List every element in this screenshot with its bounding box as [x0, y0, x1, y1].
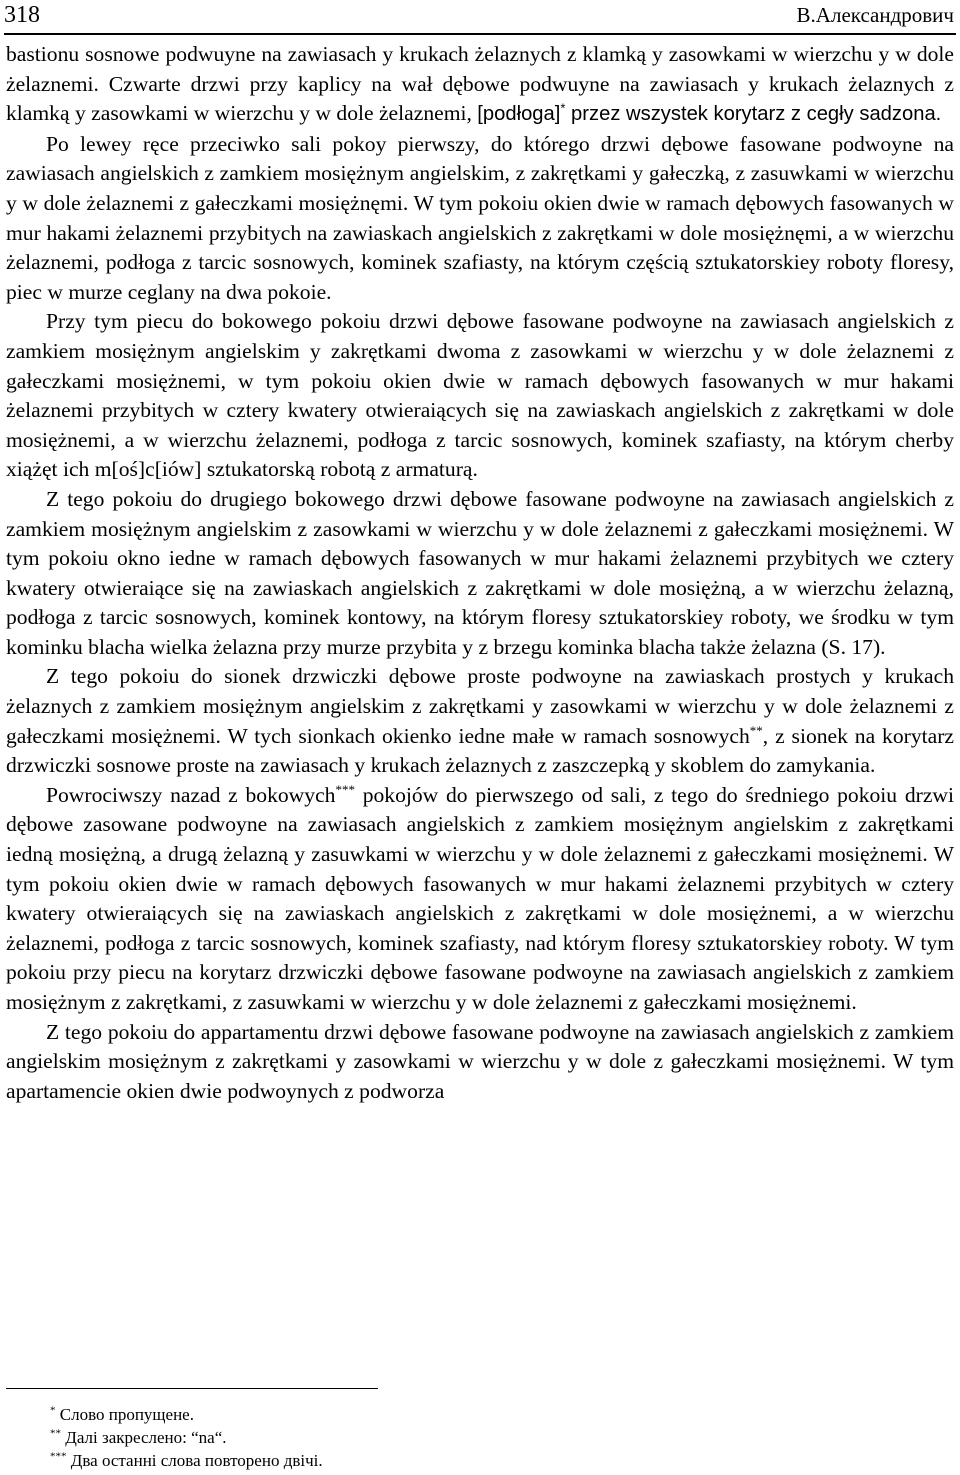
- page-number: 318: [4, 2, 40, 28]
- paragraph-1: [6, 40, 954, 130]
- header-divider: [4, 33, 956, 35]
- paragraph-7: Z tego pokoiu do appartamentu drzwi dębowe fasowane podwoyne na zawiasach angielskich z zamkiem angielskim mosiężnym z zakrętkami y zasowkami w wierzchu y w dole z gałeczkami mosiężnemi. W tym apartamencie okien dwie podwoynych z podworza: [6, 1019, 954, 1103]
- footnote-mark: *: [50, 1404, 56, 1417]
- paragraph-4: Z tego pokoiu do drugiego bokowego drzwi dębowe fasowane podwoyne na zawiasach angielskich z zamkiem mosiężnym angielskim z zasowkami w wierzchu y w dole żelaznemi z gałeczkami mosiężnemi. W tym pokoiu okno iedne w ramach dębowych fasowanych w mur hakami żelaznemi przybitych we cztery kwatery otwieraiące się na zawiaskach angielskich z zakrętkami w dole mosiężną, a w wierzchu żelazną, podłoga z tarcic sosnowych, kominek kontowy, na którym floresy sztukatorskiey roboty, we środku w tym kominku blacha wielka żelazna przy murze przybita y z brzegu kominka blacha także żelazna (S. 17).: [6, 486, 954, 659]
- footnotes: [50, 1403, 323, 1472]
- footnote-divider: [6, 1388, 378, 1389]
- paragraph-6-text-a: Powrociwszy nazad z bokowych: [46, 782, 336, 807]
- page-header: [0, 0, 960, 30]
- paragraph-3: Przy tym piecu do bokowego pokoiu drzwi dębowe fasowane podwoyne na zawiasach angielskich z zamkiem mosiężnym angielskim y zakrętkami dwoma z zasowkami w wierzchu y w dole żelaznemi z gałeczkami mosiężnemi, w tym pokoiu okien dwie w ramach dębowych fasowanych w mur hakami żelaznemi przybitych w cztery kwatery otwieraiących się na zawiaskach angielskich z zakrętkami w dole mosiężnemi, a w wierzchu żelaznemi, podłoga z tarcic sosnowych, kominek szafiasty, na którym cherby xiążęt ich m[oś]c[iów] sztukatorską robotą z armaturą.: [6, 309, 954, 482]
- paragraph-1-text-b: [477, 100, 942, 126]
- paragraph-2: Po lewey ręce przeciwko sali pokoy pierwszy, do którego drzwi dębowe fasowane podwoyne na zawiasach angielskich z zamkiem mosiężnym angielskim, z zakrętkami y gałeczką, z zasuwkami w wierzchu y w dole żelaznemi z gałeczkami mosiężnęmi. W tym pokoiu okien dwie w ramach dębowych fasowanych w mur hakami żelaznemi przybitych na zawiaskach angielskich z zakrętkami w dole mosiężnęmi, a w wierzchu żelaznemi, podłoga z tarcic sosnowych, kominek szafiasty, na którym częścią sztukatorskiey roboty floresy, piec w murze ceglany na dwa pokoie.: [6, 131, 954, 304]
- footnote-text: Далі закреслено: “na“.: [61, 1428, 227, 1447]
- paragraph-6: [6, 781, 954, 1018]
- footnote-text: Слово пропущене.: [55, 1405, 194, 1424]
- paragraph-1-text-a: bastionu sosnowe podwuyne na zawiasach y krukach żelaznych z klamką y zasowkami w wierzchu y w dole żelaznemi. Czwarte drzwi przy kaplicy na wał dębowe podwuyne na zawiasach y krukach żelaznych z klamką y zasowkami w wierzchu y w dole żelaznemi,: [6, 42, 954, 126]
- paragraph-1-bracket-word: [podłoga]: [477, 103, 561, 126]
- footnote-ref-1: *: [560, 100, 566, 116]
- paragraph-1-text-c: przez wszystek korytarz z cegły sadzona.: [565, 103, 942, 126]
- paragraph-5-text-b: , z sionek na korytarz drzwiczki sosnowe proste na zawiasach y krukach żelaznych z zaszczepką y skoblem do zamykania.: [6, 723, 955, 778]
- footnote-text: Два останні слова повторено двічі.: [66, 1451, 323, 1470]
- footnote-mark: **: [50, 1427, 61, 1440]
- paragraph-5: [6, 662, 954, 780]
- paragraph-6-text-b: pokojów do pierwszego od sali, z tego do średniego pokoiu drzwi dębowe zasowane podwoyne na zawiasach angielskich z zamkiem mosiężnym angielskim z zakrętkami iedną mosiężną, a drugą żelazną y zasuwkami w wierzchu y w dole żelaznemi z gałeczkami mosiężnemi. W tym pokoiu okien dwie w ramach dębowych fasowanych w mur hakami żelaznemi przybitych w cztery kwatery otwieraiących się na zawiaskach angielskich z zakrętkami w dole mosiężnemi, a w wierzchu żelaznemi, podłoga z tarcic sosnowych, kominek szafiasty, nad którym floresy sztukatorskiey roboty. W tym pokoiu przy piecu na korytarz drzwiczki dębowe fasowane podwoyne na zawiasach angielskich z zamkiem mosiężnym z zakrętkami, z zasuwkami w wierzchu y w dole żelaznemi z gałeczkami mosiężnemi.: [6, 782, 954, 1014]
- running-head: В.Александрович: [796, 3, 954, 27]
- footnote-1: [50, 1403, 323, 1426]
- footnote-ref-3: ***: [335, 781, 355, 797]
- paragraph-5-text-a: Z tego pokoiu do sionek drzwiczki dębowe proste podwoyne na zawiaskach prostych y krukach żelaznych z zamkiem mosiężnym angielskim z zakrętkami y zasowkami w wierzchu y w dole żelaznemi z gałeczkami mosiężnemi. W tych sionkach okienko iedne małe w ramach sosnowych: [6, 664, 954, 748]
- document-body: [6, 40, 954, 1106]
- footnote-2: [50, 1426, 323, 1449]
- footnote-ref-2: **: [749, 722, 763, 738]
- footnote-mark: ***: [50, 1450, 67, 1463]
- footnote-3: [50, 1449, 323, 1472]
